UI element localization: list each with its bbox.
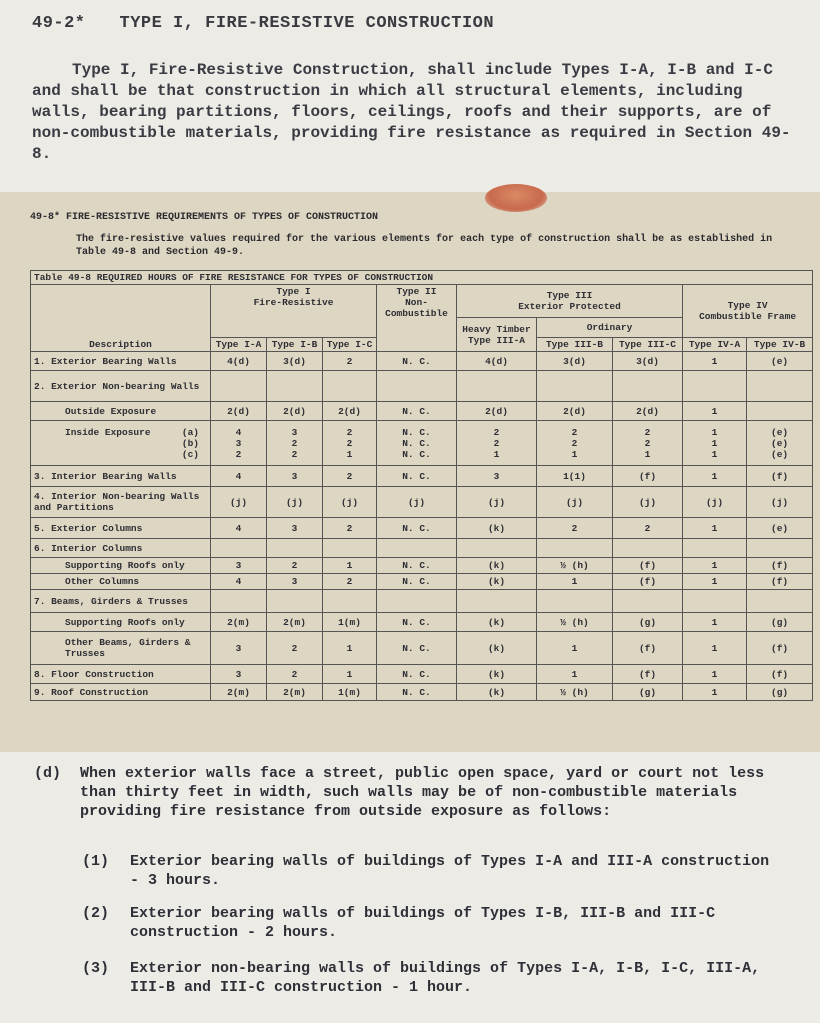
row-value-cell: 3(d) — [267, 352, 323, 371]
row-value-cell: 2 — [267, 558, 323, 574]
fire-resistance-table — [30, 270, 813, 701]
row-value-cell: (f) — [747, 466, 813, 487]
footnote-item — [82, 852, 772, 890]
row-value-cell — [211, 371, 267, 402]
row-value-cell — [537, 539, 613, 558]
row-value-cell — [613, 371, 683, 402]
table-row — [31, 539, 813, 558]
row-value-cell: 2 — [323, 574, 377, 590]
table-row — [31, 665, 813, 684]
row-value-cell: (f) — [747, 558, 813, 574]
table-row — [31, 421, 813, 466]
row-value-cell: 1(m) — [323, 684, 377, 701]
row-value-cell: N. C. — [377, 518, 457, 539]
row-value-cell: 2(d) — [613, 402, 683, 421]
col-header-iii-a: Type III-A — [467, 334, 525, 346]
row-value-cell: 3 2 2 — [267, 421, 323, 466]
table-row — [31, 613, 813, 632]
footnote-item-text: Exterior bearing walls of buildings of Types I-B, III-B and III-C construction - 2 hours. — [130, 905, 716, 941]
row-value-cell: (f) — [613, 466, 683, 487]
row-value-cell: 2(d) — [457, 402, 537, 421]
row-value-cell: 1 — [683, 632, 747, 665]
row-value-cell: 2 2 1 — [457, 421, 537, 466]
inside-exposure-subletters: (a) (b) (c) — [181, 426, 199, 460]
type-i-group-header: Type I Fire-Resistive — [211, 285, 377, 338]
row-value-cell: 3(d) — [613, 352, 683, 371]
row-value-cell: N. C. — [377, 352, 457, 371]
row-value-cell — [457, 539, 537, 558]
row-value-cell: ½ (h) — [537, 558, 613, 574]
row-value-cell: (j) — [683, 487, 747, 518]
row-value-cell: 2(m) — [211, 613, 267, 632]
table-row — [31, 574, 813, 590]
row-value-cell — [537, 371, 613, 402]
col-header-i-c: Type I-C — [323, 338, 377, 352]
row-value-cell: N. C. — [377, 574, 457, 590]
row-value-cell: 1 — [683, 665, 747, 684]
row-description: 3. Interior Bearing Walls — [31, 466, 211, 487]
heavy-timber-header — [457, 318, 537, 352]
row-value-cell: 2(d) — [537, 402, 613, 421]
row-value-cell: 2 2 1 — [613, 421, 683, 466]
row-value-cell — [683, 371, 747, 402]
row-value-cell: 1(m) — [323, 613, 377, 632]
type-iii-group-header: Type III Exterior Protected — [457, 285, 683, 318]
row-value-cell — [211, 539, 267, 558]
row-value-cell: ½ (h) — [537, 613, 613, 632]
table-row — [31, 632, 813, 665]
row-value-cell: (g) — [613, 613, 683, 632]
type-iv-group-header: Type IV Combustible Frame — [683, 285, 813, 338]
row-value-cell: 1 — [537, 632, 613, 665]
row-value-cell: 4 — [211, 574, 267, 590]
type-ii-group-header: Type II Non- Combustible — [377, 285, 457, 352]
row-value-cell: 2 — [537, 518, 613, 539]
row-value-cell: N. C. — [377, 632, 457, 665]
row-value-cell: 2 — [323, 352, 377, 371]
row-value-cell: 2 2 1 — [537, 421, 613, 466]
row-value-cell: 3 — [267, 574, 323, 590]
table-caption: Table 49-8 REQUIRED HOURS OF FIRE RESISTANCE FOR TYPES OF CONSTRUCTION — [31, 271, 813, 285]
row-description: 7. Beams, Girders & Trusses — [31, 590, 211, 613]
row-description: 1. Exterior Bearing Walls — [31, 352, 211, 371]
row-value-cell: (g) — [747, 613, 813, 632]
row-value-cell: 2(m) — [267, 684, 323, 701]
row-value-cell: 3 — [211, 665, 267, 684]
row-value-cell: 2(d) — [211, 402, 267, 421]
row-value-cell: (j) — [457, 487, 537, 518]
row-value-cell: (g) — [747, 684, 813, 701]
footnote-item-label: (3) — [82, 960, 110, 977]
row-value-cell: N. C. — [377, 684, 457, 701]
row-value-cell — [267, 371, 323, 402]
row-value-cell — [457, 371, 537, 402]
col-header-i-a: Type I-A — [211, 338, 267, 352]
heavy-timber-label: Heavy Timber — [462, 323, 531, 335]
row-description: Other Beams, Girders & Trusses — [31, 632, 211, 665]
row-value-cell: 1 — [683, 558, 747, 574]
row-value-cell — [747, 402, 813, 421]
table-row — [31, 466, 813, 487]
row-value-cell: N. C. N. C. N. C. — [377, 421, 457, 466]
row-value-cell: (j) — [211, 487, 267, 518]
col-header-i-b: Type I-B — [267, 338, 323, 352]
row-value-cell — [747, 539, 813, 558]
row-value-cell: 1 — [537, 574, 613, 590]
row-value-cell: (e) (e) (e) — [747, 421, 813, 466]
row-value-cell — [377, 539, 457, 558]
row-value-cell: 1 — [537, 665, 613, 684]
table-row — [31, 590, 813, 613]
row-value-cell: (j) — [747, 487, 813, 518]
row-value-cell: 4 — [211, 466, 267, 487]
row-value-cell: 1 — [683, 518, 747, 539]
footnote-item-text: Exterior non-bearing walls of buildings of Types I-A, I-B, I-C, III-A, III-B and III-C construction - 1 hour. — [130, 960, 761, 996]
row-value-cell: 1 — [683, 574, 747, 590]
row-value-cell: 3 — [267, 466, 323, 487]
row-value-cell: N. C. — [377, 466, 457, 487]
header-row-groups — [31, 285, 813, 318]
row-value-cell: ½ (h) — [537, 684, 613, 701]
row-description: 6. Interior Columns — [31, 539, 211, 558]
ordinary-header: Ordinary — [537, 318, 683, 338]
footnote-item — [82, 904, 772, 942]
row-description: Other Columns — [31, 574, 211, 590]
heading-title: TYPE I, FIRE-RESISTIVE CONSTRUCTION — [119, 14, 495, 33]
row-value-cell — [613, 590, 683, 613]
footnote-item-label: (2) — [82, 905, 110, 922]
row-value-cell: 1 — [683, 352, 747, 371]
row-value-cell — [683, 539, 747, 558]
row-value-cell: (f) — [613, 632, 683, 665]
row-value-cell: 1 — [683, 613, 747, 632]
row-value-cell: 1(1) — [537, 466, 613, 487]
row-value-cell: (k) — [457, 613, 537, 632]
row-value-cell — [323, 371, 377, 402]
row-value-cell: (j) — [267, 487, 323, 518]
row-value-cell: (e) — [747, 352, 813, 371]
row-description: 8. Floor Construction — [31, 665, 211, 684]
description-header: Description — [31, 285, 211, 352]
row-value-cell: 2 — [613, 518, 683, 539]
row-value-cell: 3 — [211, 632, 267, 665]
row-value-cell: (k) — [457, 518, 537, 539]
row-value-cell: 1 1 1 — [683, 421, 747, 466]
row-value-cell: (k) — [457, 665, 537, 684]
row-value-cell — [267, 539, 323, 558]
row-value-cell: (g) — [613, 684, 683, 701]
row-value-cell: 2 2 1 — [323, 421, 377, 466]
row-value-cell: 2 — [323, 466, 377, 487]
upper-page — [0, 0, 820, 192]
table-row — [31, 518, 813, 539]
row-value-cell — [377, 371, 457, 402]
row-value-cell: 3 — [267, 518, 323, 539]
row-value-cell: 3(d) — [537, 352, 613, 371]
row-value-cell — [537, 590, 613, 613]
table-caption-row — [31, 271, 813, 285]
row-value-cell: N. C. — [377, 558, 457, 574]
row-value-cell — [211, 590, 267, 613]
row-description: 4. Interior Non-bearing Walls and Partitions — [31, 487, 211, 518]
row-value-cell: 2(d) — [323, 402, 377, 421]
footnote-item-text: Exterior bearing walls of buildings of Types I-A and III-A construction - 3 hours. — [130, 853, 770, 889]
section-49-8-intro: The fire-resistive values required for the various elements for each type of construction shall be as established in Table 49-8 and Section 49-9. — [76, 234, 773, 258]
section-49-8-heading: 49-8* FIRE-RESISTIVE REQUIREMENTS OF TYPES OF CONSTRUCTION — [30, 212, 379, 223]
col-header-iii-c: Type III-C — [613, 338, 683, 352]
row-value-cell: 4 3 2 — [211, 421, 267, 466]
row-value-cell: 1 — [323, 632, 377, 665]
col-header-iii-b: Type III-B — [537, 338, 613, 352]
row-description: Supporting Roofs only — [31, 558, 211, 574]
type-i-paragraph: Type I, Fire-Resistive Construction, shall include Types I-A, I-B and I-C and shall be that construction in which all structural elements, including walls, bearing partitions, floors, ceilings, roofs and their supports, are of non-combustible materials, providing fire resistance as required in Section 49-8. — [32, 61, 791, 163]
row-value-cell: 2(d) — [267, 402, 323, 421]
row-value-cell: (f) — [747, 574, 813, 590]
row-value-cell: (f) — [613, 558, 683, 574]
row-value-cell: (k) — [457, 684, 537, 701]
heading-number: 49-2* — [32, 14, 86, 33]
row-value-cell: (j) — [377, 487, 457, 518]
row-value-cell: 1 — [683, 402, 747, 421]
row-value-cell: 4 — [211, 518, 267, 539]
row-value-cell: 3 — [457, 466, 537, 487]
row-value-cell: (f) — [613, 665, 683, 684]
table-row — [31, 371, 813, 402]
col-header-iv-b: Type IV-B — [747, 338, 813, 352]
row-value-cell: 3 — [211, 558, 267, 574]
col-header-iv-a: Type IV-A — [683, 338, 747, 352]
row-value-cell: (j) — [323, 487, 377, 518]
row-value-cell — [613, 539, 683, 558]
row-value-cell — [747, 371, 813, 402]
row-value-cell: 2 — [267, 665, 323, 684]
row-value-cell: (k) — [457, 558, 537, 574]
row-value-cell: (k) — [457, 632, 537, 665]
row-value-cell: (f) — [747, 632, 813, 665]
row-value-cell: (e) — [747, 518, 813, 539]
table-row — [31, 352, 813, 371]
footnote-item — [82, 959, 772, 997]
row-value-cell — [457, 590, 537, 613]
row-description: (a) (b) (c) Inside Exposure — [31, 421, 211, 466]
row-value-cell: 1 — [683, 684, 747, 701]
row-description: 9. Roof Construction — [31, 684, 211, 701]
row-value-cell: (j) — [613, 487, 683, 518]
table-row — [31, 487, 813, 518]
row-description: 2. Exterior Non-bearing Walls — [31, 371, 211, 402]
row-value-cell — [377, 590, 457, 613]
footnote-d — [34, 764, 774, 821]
section-49-2-heading — [32, 14, 494, 33]
row-description: Supporting Roofs only — [31, 613, 211, 632]
table-row — [31, 402, 813, 421]
table-row — [31, 558, 813, 574]
footnote-d-label: (d) — [34, 765, 62, 782]
row-value-cell: 2(m) — [267, 613, 323, 632]
row-value-cell: 1 — [323, 558, 377, 574]
footnotes-page — [0, 752, 820, 1023]
row-value-cell: (j) — [537, 487, 613, 518]
row-value-cell — [683, 590, 747, 613]
footnote-item-label: (1) — [82, 853, 110, 870]
row-value-cell — [267, 590, 323, 613]
finger-tip — [485, 184, 547, 212]
row-value-cell: 2 — [323, 518, 377, 539]
row-value-cell — [747, 590, 813, 613]
row-value-cell: 4(d) — [457, 352, 537, 371]
row-description: 5. Exterior Columns — [31, 518, 211, 539]
row-value-cell: 4(d) — [211, 352, 267, 371]
fire-resistance-table-wrapper — [30, 270, 812, 701]
row-value-cell: 2(m) — [211, 684, 267, 701]
row-value-cell: (f) — [747, 665, 813, 684]
row-value-cell: (k) — [457, 574, 537, 590]
row-value-cell: 1 — [683, 466, 747, 487]
row-value-cell: N. C. — [377, 665, 457, 684]
row-value-cell: 2 — [267, 632, 323, 665]
row-description: Outside Exposure — [31, 402, 211, 421]
row-value-cell: (f) — [613, 574, 683, 590]
table-row — [31, 684, 813, 701]
row-value-cell: N. C. — [377, 402, 457, 421]
footnote-d-text: When exterior walls face a street, public open space, yard or court not less than thirty feet in width, such walls may be of non-combustible materials providing fire resistance from outside exposure as follows: — [80, 765, 765, 820]
row-value-cell: N. C. — [377, 613, 457, 632]
row-value-cell — [323, 539, 377, 558]
row-value-cell: 1 — [323, 665, 377, 684]
row-value-cell — [323, 590, 377, 613]
